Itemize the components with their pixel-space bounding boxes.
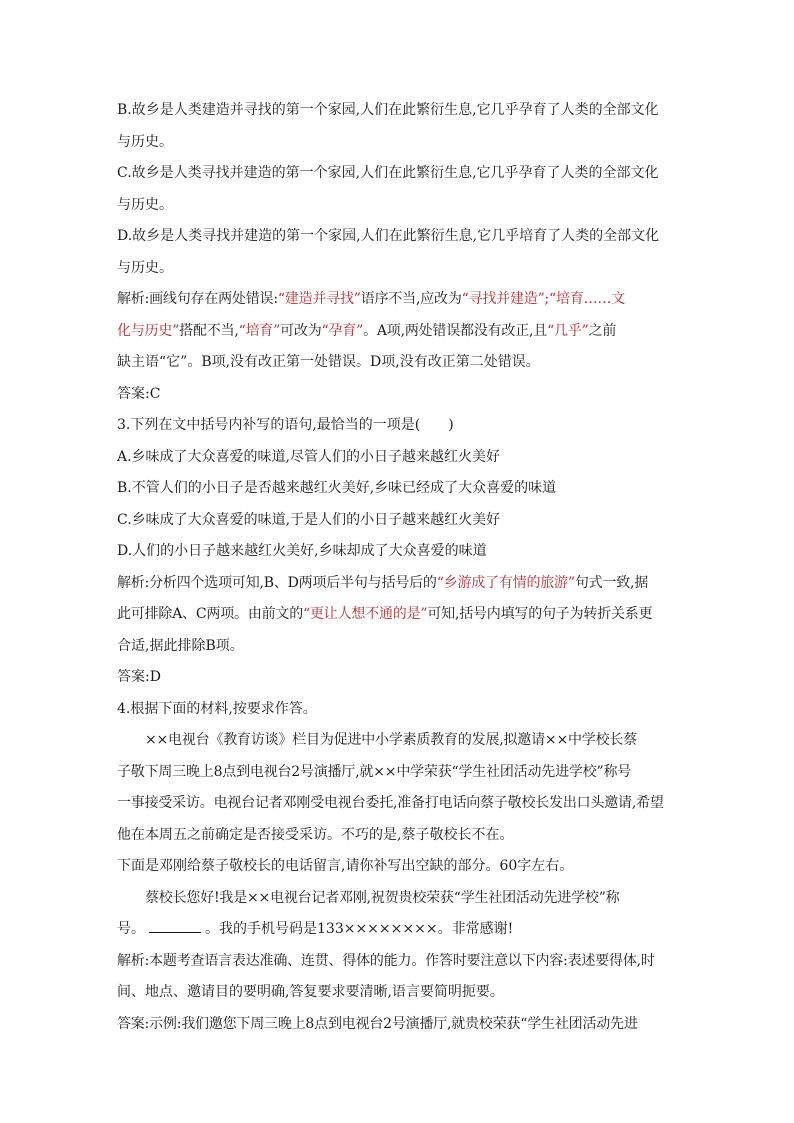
text: 语序不当,应改为 — [360, 291, 462, 307]
quote: “寻找并建造”;“培育……文 — [461, 291, 626, 307]
q4-material-line1: ××电视台《教育访谈》栏目为促进中小学素质教育的发展,拟邀请××中学校长蔡 — [145, 732, 637, 748]
q2-answer: 答案:C — [117, 385, 161, 402]
q2-option-c-line1: C.故乡是人类寻找并建造的第一个家园,人们在此繁衍生息,它几乎孕育了人类的全部文化 — [117, 165, 659, 181]
quote: “培育” — [238, 322, 281, 339]
q3-analysis-line2 — [117, 599, 674, 631]
q4-material-line2: 子敬下周三晚上8点到电视台2号演播厅,就××中学荣获“学生社团活动先进学校”称号 — [117, 763, 632, 780]
q3-option-c: C.乡味成了大众喜爱的味道,于是人们的小日子越来越红火美好 — [117, 511, 501, 528]
q4-analysis-line1: 解析:本题考查语言表达准确、连贯、得体的能力。作答时要注意以下内容:表述要得体,时 — [117, 952, 655, 969]
text: 。A项,两处错误都没有改正,且 — [363, 322, 548, 339]
q4-instruction: 下面是邓刚给蔡子敬校长的电话留言,请你补写出空缺的部分。60字左右。 — [117, 858, 574, 874]
q2-analysis-line2 — [117, 316, 674, 348]
quote: “孕育” — [321, 322, 364, 339]
q4-message-line2 — [117, 914, 674, 946]
q4-material-line4: 他在本周五之前确定是否接受采访。不巧的是,蔡子敬校长不在。 — [117, 826, 514, 843]
q2-option-c-line2: 与历史。 — [117, 196, 173, 213]
q3-answer: 答案:D — [117, 669, 161, 685]
q3-option-a: A.乡味成了大众喜爱的味道,尽管人们的小日子越来越红火美好 — [117, 448, 501, 465]
quote: “建造并寻找” — [277, 291, 361, 307]
q2-analysis-line3: 缺主语“它”。B项,没有改正第一处错误。D项,没有改正第二处错误。 — [117, 354, 540, 370]
q4-analysis-line2: 间、地点、邀请目的要明确,答复要求要清晰,语言要简明扼要。 — [117, 984, 504, 1000]
text: 。我的手机号码是133××××××××。非常感谢! — [205, 921, 514, 937]
text: 句式一致,据 — [574, 574, 649, 591]
fill-in-blank — [149, 918, 201, 933]
text: 之前 — [588, 322, 617, 339]
text: 此可排除A、C两项。由前文的 — [117, 606, 304, 622]
q2-analysis-line1 — [117, 284, 674, 316]
q3-analysis-line3: 合适,据此排除B项。 — [117, 637, 244, 654]
text: 可知,括号内填写的句子为转折关系更 — [427, 606, 653, 622]
q4-material-line3: 一事接受采访。电视台记者邓刚受电视台委托,准备打电话向蔡子敬校长发出口头邀请,希望 — [117, 795, 664, 811]
text: 解析:画线句存在两处错误: — [117, 291, 278, 307]
text: 解析:分析四个选项可知,B、D两项后半句与括号后的 — [117, 574, 437, 591]
q4-answer: 答案:示例:我们邀您下周三晚上8点到电视台2号演播厅,就贵校荣获“学生社团活动先进 — [117, 1015, 638, 1032]
quote: “乡游成了有情的旅游” — [436, 574, 575, 591]
quote: “几乎” — [547, 322, 589, 339]
q2-option-d-line2: 与历史。 — [117, 259, 173, 276]
q2-option-b-line2: 与历史。 — [117, 133, 173, 150]
q3-analysis-line1 — [117, 568, 674, 600]
q3-question: 3.下列在文中括号内补写的语句,最恰当的一项是( ) — [117, 417, 454, 433]
text: 搭配不当, — [179, 322, 239, 339]
q3-option-b: B.不管人们的小日子是否越来越红火美好,乡味已经成了大众喜爱的味道 — [117, 480, 557, 496]
text: 可改为 — [280, 322, 322, 339]
q4-message-line1: 蔡校长您好!我是××电视台记者邓刚,祝贺贵校荣获“学生社团活动先进学校”称 — [145, 889, 620, 906]
quote: “更让人想不通的是” — [303, 606, 428, 622]
q2-option-d-line1: D.故乡是人类寻找并建造的第一个家园,人们在此繁衍生息,它几乎培育了人类的全部文化 — [117, 228, 660, 244]
q2-option-b-line1: B.故乡是人类建造并寻找的第一个家园,人们在此繁衍生息,它几乎孕育了人类的全部文化 — [117, 102, 659, 118]
q3-option-d: D.人们的小日子越来越红火美好,乡味却成了大众喜爱的味道 — [117, 543, 487, 559]
q4-question: 4.根据下面的材料,按要求作答。 — [117, 700, 317, 717]
quote: 化与历史” — [117, 322, 180, 339]
text: 号。 — [117, 921, 145, 937]
